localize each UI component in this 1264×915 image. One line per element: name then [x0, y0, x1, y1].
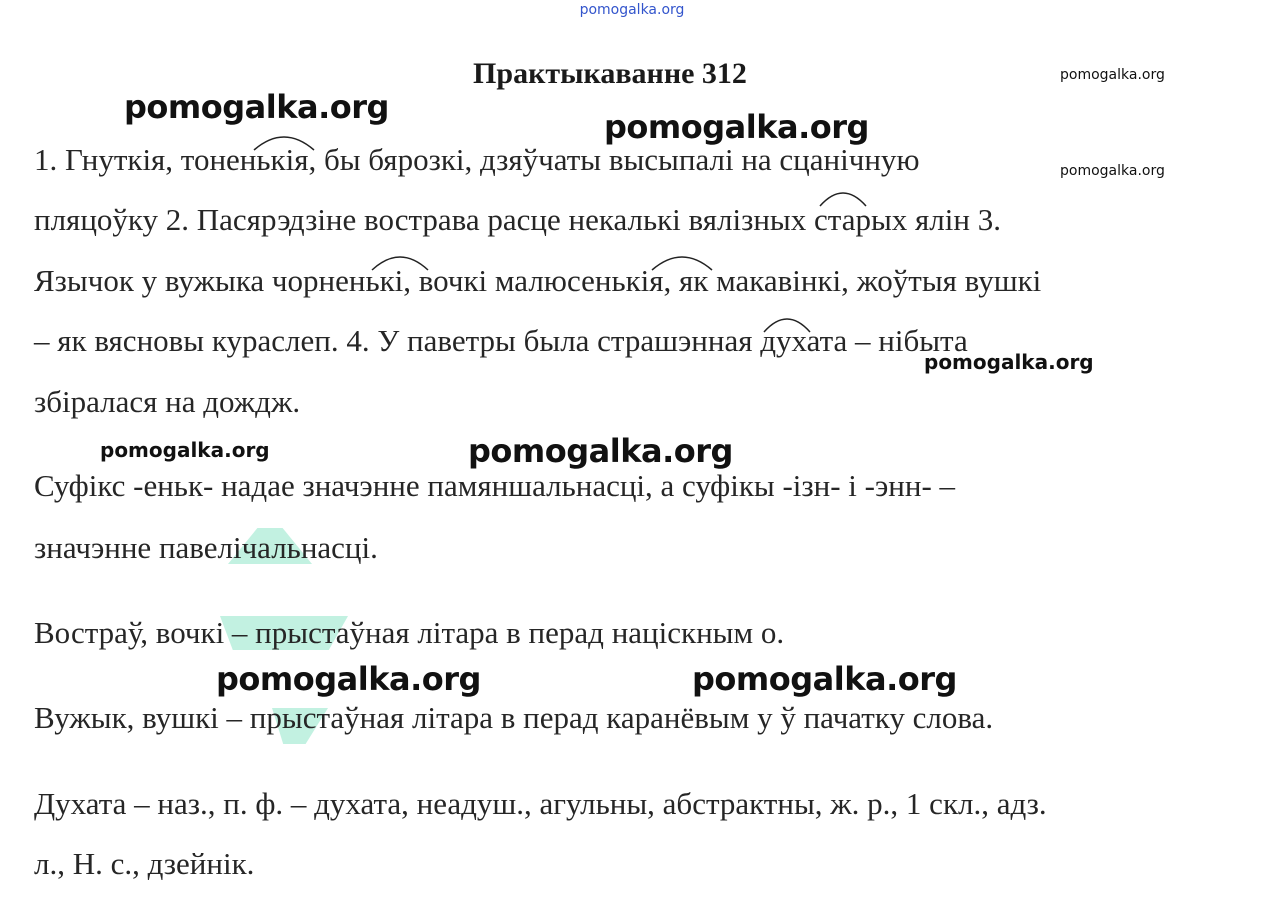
suffix-note-line: Суфікс -еньк- надае значэнне памяншальнасці, а суфікы -ізн- і -энн- –	[34, 468, 956, 503]
exercise-line: Язычок у вужыка чорненькі, вочкі малюсенькія, як макавінкі, жоўтыя вушкі	[34, 263, 1042, 298]
watermark: pomogalka.org	[216, 660, 481, 698]
watermark: pomogalka.org	[124, 88, 389, 126]
watermark: pomogalka.org	[924, 350, 1094, 374]
watermark: pomogalka.org	[1060, 67, 1165, 83]
exercise-line: 1. Гнуткія, тоненькія, бы бярозкі, дзяўчаты высыпалі на сцанічную	[34, 142, 920, 177]
analysis-line: л., Н. с., дзейнік.	[34, 846, 255, 881]
exercise-line: – як вясновы кураслеп. 4. У паветры была страшэнная духата – нібыта	[34, 323, 968, 358]
analysis-line: Духата – наз., п. ф. – духата, неадуш., агульны, абстрактны, ж. р., 1 скл., адз.	[34, 786, 1047, 821]
watermark: pomogalka.org	[692, 660, 957, 698]
exercise-line: збіралася на дождж.	[34, 384, 301, 419]
note-line: Востраў, вочкі – прыстаўная літара в перад націскным о.	[34, 615, 785, 650]
note-line: Вужык, вушкі – прыстаўная літара в перад каранёвым у ў пачатку слова.	[34, 700, 994, 735]
page-title: Практыкаванне 312	[473, 57, 747, 90]
watermark: pomogalka.org	[1060, 163, 1165, 179]
watermark: pomogalka.org	[468, 432, 733, 470]
watermark: pomogalka.org	[100, 438, 270, 462]
site-link[interactable]: pomogalka.org	[579, 2, 685, 18]
watermark: pomogalka.org	[604, 108, 869, 146]
suffix-note-line: значэнне павелічальнасці.	[34, 530, 378, 565]
exercise-line: пляцоўку 2. Пасярэдзіне вострава расце некалькі вялізных старых ялін 3.	[34, 202, 1001, 237]
